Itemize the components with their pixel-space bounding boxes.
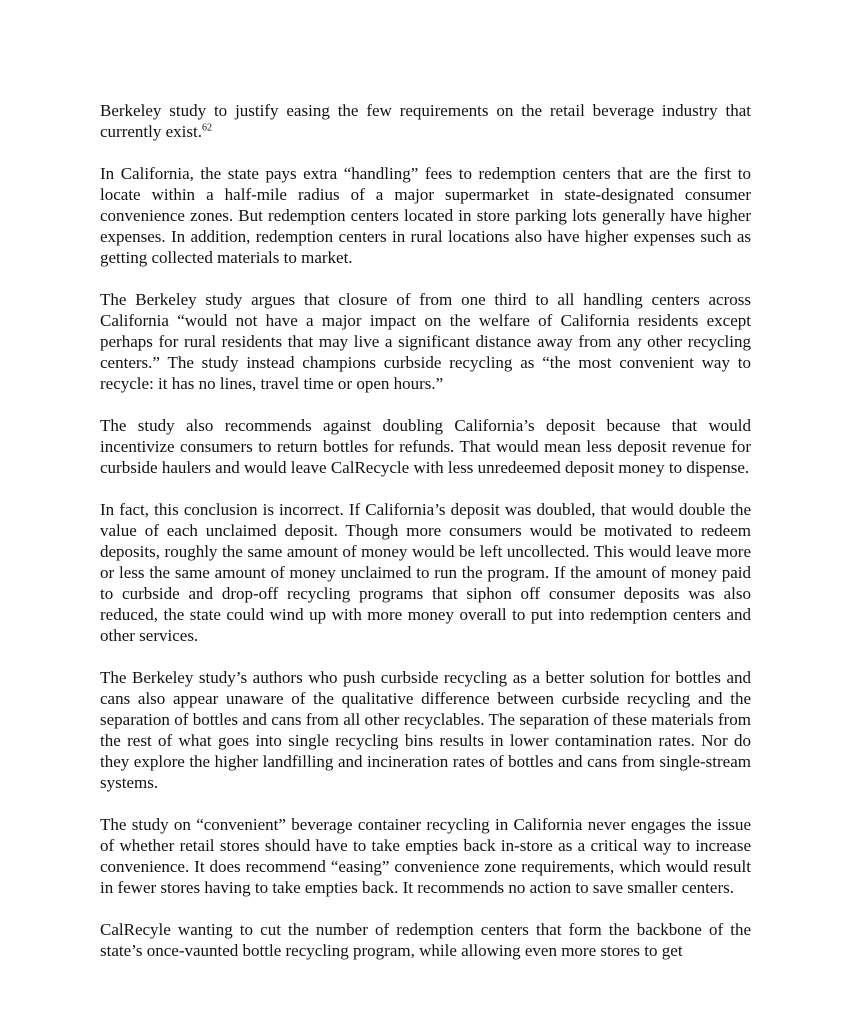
paragraph-5: In fact, this conclusion is incorrect. If California’s deposit was doubled, that would double the value of each unclaimed deposit. Though more consumers would be motivated to redeem deposits, roughly the same amount of money would be left uncollected. This would leave more or less the same amount of money unclaimed to run the program. If the amount of money paid to curbside and drop-off recycling programs that siphon off consumer deposits was also reduced, the state could wind up with more money overall to put into redemption centers and other services. bbox=[100, 500, 751, 645]
paragraph-3: The Berkeley study argues that closure of from one third to all handling centers across California “would not have a major impact on the welfare of California residents except perhaps for rural residents that may live a significant distance away from any other recycling centers.” The study instead champions curbside recycling as “the most convenient way to recycle: it has no lines, travel time or open hours.” bbox=[100, 290, 751, 393]
paragraph-7: The study on “convenient” beverage container recycling in California never engages the issue of whether retail stores should have to take empties back in-store as a critical way to increase convenience. It does recommend “easing” convenience zone requirements, which would result in fewer stores having to take empties back. It recommends no action to save smaller centers. bbox=[100, 815, 751, 897]
paragraph-8: CalRecyle wanting to cut the number of redemption centers that form the backbone of the state’s once-vaunted bottle recycling program, while allowing even more stores to get bbox=[100, 920, 751, 960]
paragraph-1 bbox=[100, 100, 751, 142]
paragraph-1-text: Berkeley study to justify easing the few requirements on the retail beverage industry that currently exist. bbox=[100, 101, 751, 141]
footnote-marker[interactable]: 62 bbox=[201, 122, 212, 134]
paragraph-4: The study also recommends against doubling California’s deposit because that would incentivize consumers to return bottles for refunds. That would mean less deposit revenue for curbside haulers and would leave CalRecycle with less unredeemed deposit money to dispense. bbox=[100, 416, 751, 477]
paragraph-6: The Berkeley study’s authors who push curbside recycling as a better solution for bottles and cans also appear unaware of the qualitative difference between curbside recycling and the separation of bottles and cans from all other recyclables. The separation of these materials from the rest of what goes into single recycling bins results in lower contamination rates. Nor do they explore the higher landfilling and incineration rates of bottles and cans from single-stream systems. bbox=[100, 668, 751, 792]
paragraph-2: In California, the state pays extra “handling” fees to redemption centers that are the first to locate within a half-mile radius of a major supermarket in state-designated consumer convenience zones. But redemption centers located in store parking lots generally have higher expenses. In addition, redemption centers in rural locations also have higher expenses such as getting collected materials to market. bbox=[100, 164, 751, 267]
document-page bbox=[100, 100, 751, 982]
